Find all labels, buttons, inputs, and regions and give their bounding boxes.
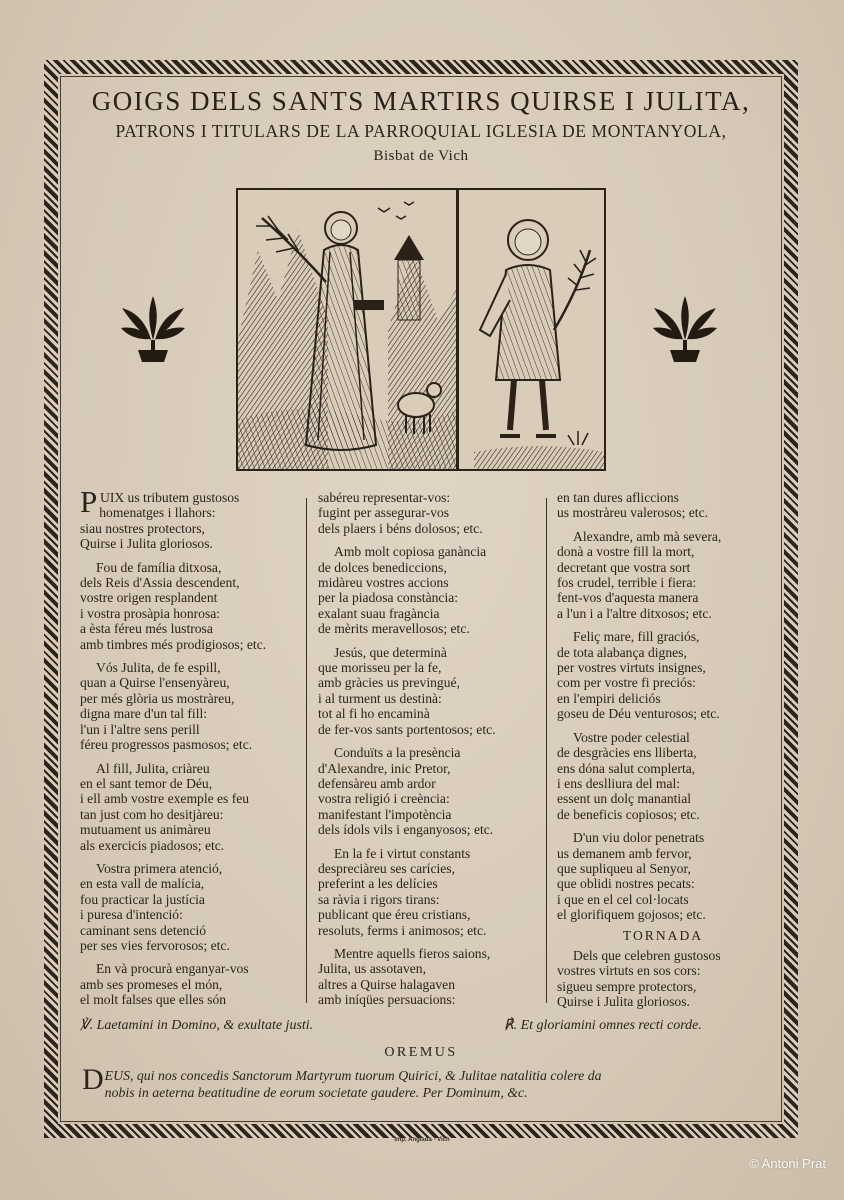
verse-line: en esta vall de malícia,	[80, 876, 205, 892]
hymn-stanza	[557, 490, 769, 521]
verse-line: en l'empiri deliciós	[557, 690, 661, 706]
verse-line: de fer-vos sants portentosos; etc.	[318, 721, 496, 737]
hymn-stanza	[318, 946, 546, 1008]
verse-line: a èsta féreu més lustrosa	[80, 621, 213, 637]
page-subtitle: PATRONS I TITULARS DE LA PARROQUIAL IGLESIA DE MONTANYOLA,	[115, 121, 727, 141]
verse-line: altres a Quirse halagaven	[318, 976, 456, 992]
verse-line: Mentre aquells fieros saions,	[334, 945, 491, 961]
verse-line: sabéreu representar-vos:	[318, 490, 451, 505]
verse-line: amb iníqües persuacions:	[318, 992, 456, 1008]
verse-line: Dels que celebren gustosos	[573, 947, 721, 963]
tornada-heading: TORNADA	[622, 927, 704, 943]
verse-line: Vostra primera atenció,	[96, 860, 223, 876]
verse-line: Quirse i Julita gloriosos.	[80, 536, 213, 552]
prayer-line-2: nobis in aeterna beatitudine de eorum societate gaudere. Per Dominum, &c.	[104, 1085, 528, 1100]
hymn-stanza	[80, 560, 308, 652]
verse-line: Al fill, Julita, criàreu	[96, 760, 210, 776]
hymn-text	[80, 484, 766, 1010]
hymn-stanza	[80, 961, 308, 1007]
verse-line: per la piadosa constància:	[318, 590, 459, 606]
verse-line: Vostre poder celestial	[573, 729, 690, 745]
response-text: ℟. Et gloriamini omnes recti corde.	[504, 1018, 702, 1033]
verse-line: i que en el cel col·locats	[557, 891, 689, 907]
verse-line: decretant que vostra sort	[557, 559, 691, 575]
verse-line: dels Reis d'Assia descendent,	[80, 575, 240, 591]
verse-line: que oblidi nostres pecats:	[557, 876, 695, 892]
hymn-column-3	[557, 490, 769, 1018]
prayer-dropcap: D	[82, 1063, 104, 1096]
verse-line: vostre origen resplandent	[80, 590, 218, 606]
verse-line: d'Alexandre, inic Pretor,	[318, 760, 451, 776]
verse-line: i ens deslliura del mal:	[557, 775, 681, 791]
verse-line: Jesús, que determinà	[334, 644, 447, 660]
verse-line: per ses vies fervorosos; etc.	[80, 937, 230, 953]
verse-line: midàreu vostres accions	[318, 575, 449, 591]
verse-line: féreu progressos pasmosos; etc.	[80, 737, 253, 753]
verse-line: manifestant l'impotència	[318, 806, 452, 822]
hymn-column-2	[318, 490, 546, 1016]
verse-line: als exercicis piadosos; etc.	[80, 837, 225, 853]
verse-line: tan just com ho desitjàreu:	[80, 806, 224, 822]
printer-imprint: Imp. Anglada - Vich	[394, 1137, 450, 1143]
hymn-stanza	[80, 484, 308, 552]
oremus-heading: OREMUS	[384, 1045, 458, 1060]
verse-line: vostres virtuts en sos cors:	[557, 963, 701, 979]
verse-line: exalant suau fragància	[318, 605, 440, 621]
verse-line: us demanem amb fervor,	[557, 845, 692, 861]
hymn-stanza	[557, 629, 769, 721]
hymn-stanza	[318, 745, 546, 837]
verse-line: fou practicar la justícia	[80, 891, 205, 907]
verse-line: En la fe i virtut constants	[334, 845, 471, 861]
verse-line: de desgràcies ens lliberta,	[557, 745, 697, 761]
flower-ornament-icon	[118, 292, 188, 364]
page-title: GOIGS DELS SANTS MARTIRS QUIRSE I JULITA,	[91, 86, 751, 116]
verse-line: fugint per assegurar-vos	[318, 505, 450, 521]
verse-line: caminant sens detenció	[80, 922, 207, 938]
verse-line: dels ídols vils i enganyosos; etc.	[318, 822, 494, 838]
hymn-stanza	[557, 529, 769, 621]
verse-line: homenatges i llahors:	[99, 505, 216, 521]
dropcap-letter: P	[80, 484, 98, 519]
column-rule	[546, 498, 547, 1003]
verse-line: amb timbres més prodigiosos; etc.	[80, 636, 267, 652]
verse-line: goseu de Déu venturosos; etc.	[557, 706, 720, 722]
verse-line: dels plaers i béns dolosos; etc.	[318, 520, 483, 536]
verse-line: de beneficis copiosos; etc.	[557, 806, 700, 822]
hymn-stanza	[80, 660, 308, 752]
verse-line: sa ràvia i rigors tirans:	[318, 891, 440, 907]
verse-line: Alexandre, amb mà severa,	[573, 528, 722, 544]
verse-line: amb gràcies us previngué,	[318, 675, 460, 691]
verse-line: i al turment us destinà:	[318, 690, 442, 706]
verse-line: per vostres virtuts insignes,	[557, 660, 706, 676]
verse-line: despreciàreu ses carícies,	[318, 860, 455, 876]
diocese-label: Bisbat de Vich	[373, 148, 469, 164]
hymn-stanza	[557, 730, 769, 822]
verse-line: resoluts, ferms i animosos; etc.	[318, 922, 487, 938]
verse-line: com per vostre fi preciós:	[557, 675, 696, 691]
verse-line: UIX us tributem gustosos	[100, 490, 240, 505]
verse-line: per més glòria us mostràreu,	[80, 690, 235, 706]
oremus-prayer	[82, 1063, 762, 1101]
hymn-column-1	[80, 484, 308, 1016]
verse-line: Fou de família ditxosa,	[96, 559, 222, 575]
verse-line: digna mare d'un tal fill:	[80, 706, 208, 722]
hymn-stanza	[318, 846, 546, 938]
flower-ornament-icon	[650, 292, 720, 364]
hymn-stanza	[318, 490, 546, 536]
verse-line: de mèrits meravellosos; etc.	[318, 621, 470, 637]
verse-line: donà a vostre fill la mort,	[557, 544, 695, 560]
verse-line: vostra religió i creència:	[318, 791, 450, 807]
hymn-stanza	[80, 761, 308, 853]
verse-line: essent un dolç manantial	[557, 791, 692, 807]
copyright-watermark: © Antoni Prat	[749, 1156, 826, 1171]
verse-line: tot al fi ho encaminà	[318, 706, 430, 722]
verse-line: i puresa d'intenció:	[80, 907, 183, 923]
verse-line: us mostràreu valerosos; etc.	[557, 505, 708, 521]
hymn-stanza	[557, 830, 769, 922]
prayer-line-1: EUS, qui nos concedis Sanctorum Martyrum tuorum Quirici, & Julitae natalitia colere da	[104, 1068, 602, 1083]
verse-line: que supliqueu al Senyor,	[557, 860, 691, 876]
verse-line: mutuament us animàreu	[80, 822, 211, 838]
verse-line: preferint a les delícies	[318, 876, 438, 892]
verse-line: defensàreu amb ardor	[318, 775, 436, 791]
verse-line: de tota alabança dignes,	[557, 644, 687, 660]
hymn-stanza	[557, 928, 769, 1010]
verse-line: en el sant temor de Déu,	[80, 775, 213, 791]
verse-line: ens dóna salut complerta,	[557, 760, 696, 776]
verse-line: l'un i l'altre sens perill	[80, 721, 200, 737]
verse-line: siau nostres protectors,	[80, 520, 205, 536]
verse-line: en tan dures afliccions	[557, 490, 679, 505]
saints-woodcut-image	[236, 188, 606, 471]
verse-line: fent-vos d'aquesta manera	[557, 590, 699, 606]
verse-line: Vós Julita, de fe espill,	[96, 660, 221, 676]
versicle-text: ℣. Laetamini in Domino, & exultate justi.	[80, 1018, 314, 1033]
verse-line: sigueu sempre protectors,	[557, 978, 697, 994]
verse-line: fos crudel, terrible i fiera:	[557, 575, 697, 591]
verse-line: Feliç mare, fill graciós,	[573, 629, 700, 645]
verse-line: amb ses promeses el món,	[80, 976, 223, 992]
hymn-stanza	[318, 544, 546, 636]
verse-line: el molt falses que elles són	[80, 992, 227, 1008]
verse-line: Quirse i Julita gloriosos.	[557, 994, 690, 1010]
verse-line: que morisseu per la fe,	[318, 660, 442, 676]
verse-line: quan a Quirse l'ensenyàreu,	[80, 675, 230, 691]
verse-line: i vostra prosàpia honrosa:	[80, 605, 221, 621]
verse-line: D'un viu dolor penetrats	[573, 830, 705, 846]
verse-line: Julita, us assotaven,	[318, 961, 426, 977]
verse-line: publicant que éreu cristians,	[318, 907, 471, 923]
verse-line: a l'un i a l'altre ditxosos; etc.	[557, 605, 712, 621]
hymn-stanza	[318, 645, 546, 737]
verse-line: Amb molt copiosa ganància	[334, 544, 487, 560]
verse-line: En và procurà enganyar-vos	[96, 961, 249, 977]
hymn-stanza	[80, 861, 308, 953]
verse-line: el glorifiquem gojosos; etc.	[557, 907, 706, 923]
verse-line: Conduïts a la presència	[334, 745, 461, 761]
verse-line: i ell amb vostre exemple es feu	[80, 791, 250, 807]
verse-line: de dolces benediccions,	[318, 559, 447, 575]
